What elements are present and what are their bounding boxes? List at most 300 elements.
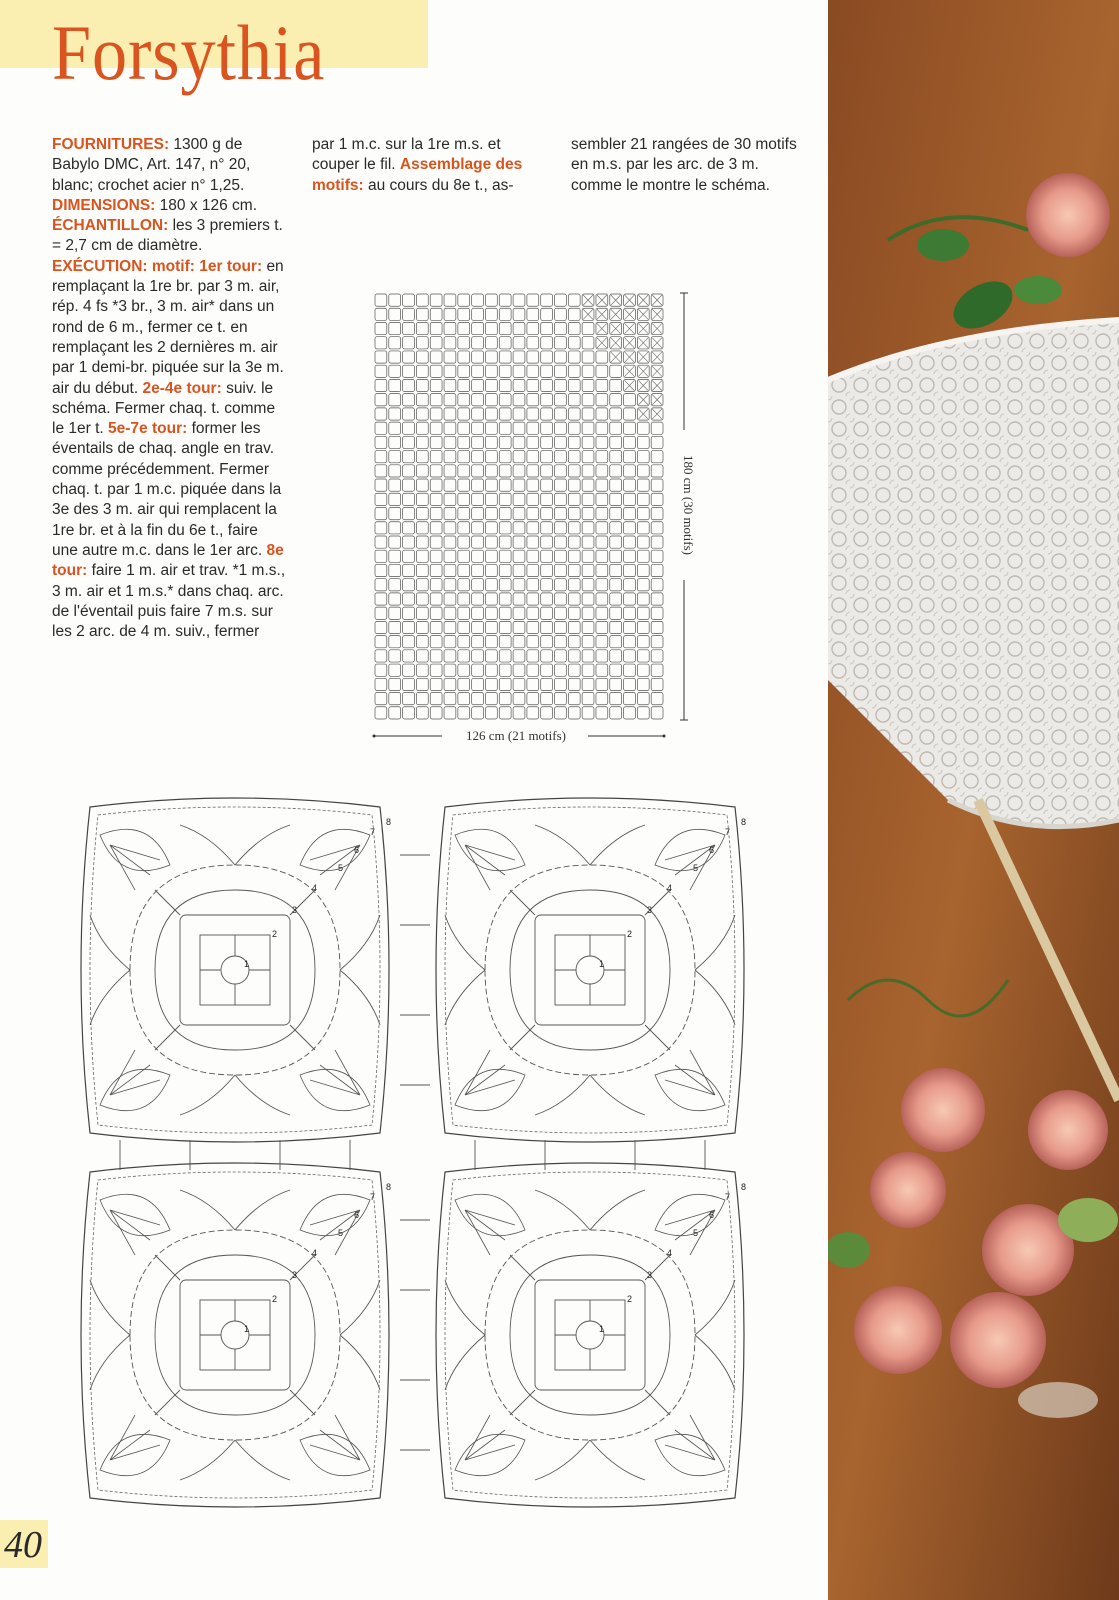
schema-cell [389,693,401,705]
schema-cell [568,522,580,534]
schema-cell [555,707,567,719]
schema-cell [499,322,511,334]
schema-cell [527,508,539,520]
schema-cell [499,451,511,463]
instruction-text: 1300 g de Babylo DMC, Art. 147, n° 20, blanc; crochet acier n° 1,25. [52,136,251,194]
schema-cell [416,493,428,505]
schema-cell [582,550,594,562]
schema-cell [389,493,401,505]
schema-grid [375,294,663,719]
schema-cell [444,564,456,576]
schema-cell [430,536,442,548]
schema-cell [555,621,567,633]
schema-cell [596,465,608,477]
schema-cell [472,408,484,420]
schema-cell [596,493,608,505]
schema-cell [582,322,594,334]
schema-cell [582,365,594,377]
schema-cell [527,294,539,306]
schema-cell [444,593,456,605]
schema-cell [513,636,525,648]
schema-cell-mark [583,309,593,319]
schema-cell [568,650,580,662]
schema-cell [555,322,567,334]
schema-cell [596,379,608,391]
schema-cell [499,351,511,363]
schema-cell [513,536,525,548]
schema-cell [541,664,553,676]
schema-cell [582,394,594,406]
schema-cell [485,436,497,448]
schema-cell [541,479,553,491]
schema-cell [527,607,539,619]
schema-cell [596,693,608,705]
schema-cell [555,550,567,562]
schema-cell-mark [638,323,648,333]
schema-cell [485,564,497,576]
schema-cell [596,479,608,491]
schema-cell [610,436,622,448]
schema-cell [582,678,594,690]
schema-cell [637,550,649,562]
schema-cell [458,593,470,605]
schema-cell [403,693,415,705]
schema-cell [610,678,622,690]
schema-cell [472,493,484,505]
schema-cell-mark [638,309,648,319]
schema-cell-mark [652,323,662,333]
schema-cell-mark [611,309,621,319]
schema-cell [499,693,511,705]
schema-cell [527,493,539,505]
schema-cell [403,550,415,562]
schema-cell [527,379,539,391]
schema-cell [610,493,622,505]
instruction-text: par 1 m.c. sur la 1re m.s. et couper le fil. [312,136,501,174]
schema-cell [375,465,387,477]
schema-cell [541,422,553,434]
schema-cell [403,337,415,349]
schema-cell [555,408,567,420]
schema-cell [444,678,456,690]
schema-cell [637,422,649,434]
schema-cell [596,707,608,719]
schema-cell [651,621,663,633]
schema-cell [499,294,511,306]
schema-cell [527,621,539,633]
schema-cell [403,621,415,633]
schema-cell [416,707,428,719]
schema-cell [403,707,415,719]
schema-cell [375,508,387,520]
schema-cell [596,579,608,591]
schema-cell [416,664,428,676]
schema-cell [624,436,636,448]
schema-cell [568,337,580,349]
schema-cell [513,479,525,491]
schema-cell [472,394,484,406]
schema-cell [389,522,401,534]
schema-cell [389,308,401,320]
schema-cell [430,436,442,448]
schema-cell [582,479,594,491]
schema-cell-mark [597,338,607,348]
schema-cell [513,337,525,349]
schema-cell [430,493,442,505]
schema-cell [541,607,553,619]
schema-cell [458,451,470,463]
schema-cell [430,678,442,690]
instructions-column-3 [571,135,803,196]
instruction-heading: DIMENSIONS: [52,196,156,214]
schema-cell [389,607,401,619]
schema-cell [624,607,636,619]
schema-cell [527,337,539,349]
schema-cell [485,379,497,391]
schema-cell [403,508,415,520]
schema-cell [458,408,470,420]
schema-cell [444,322,456,334]
schema-cell [472,607,484,619]
schema-cell [444,365,456,377]
schema-cell [444,536,456,548]
schema-cell [610,394,622,406]
schema-cell [624,422,636,434]
schema-cell [513,308,525,320]
schema-cell-mark [625,295,635,305]
schema-cell [568,322,580,334]
schema-cell [430,394,442,406]
schema-cell [485,678,497,690]
schema-cell [637,479,649,491]
schema-cell [375,522,387,534]
schema-cell [555,294,567,306]
schema-cell [444,607,456,619]
schema-cell [416,451,428,463]
schema-cell [527,322,539,334]
schema-cell [582,707,594,719]
schema-cell [458,479,470,491]
schema-cell [651,550,663,562]
instruction-text: au cours du 8e t., as- [367,176,514,194]
schema-cell [637,607,649,619]
schema-cell [513,621,525,633]
schema-cell [582,451,594,463]
schema-cell [555,564,567,576]
schema-cell [458,465,470,477]
schema-cell [527,408,539,420]
schema-cell [610,465,622,477]
instruction-heading: FOURNITURES: [52,136,170,153]
schema-cell [485,308,497,320]
schema-cell [513,678,525,690]
schema-cell [458,621,470,633]
schema-cell [430,351,442,363]
schema-cell [444,621,456,633]
schema-cell [651,436,663,448]
schema-cell [472,536,484,548]
schema-cell [472,508,484,520]
schema-cell [527,593,539,605]
schema-cell [499,707,511,719]
schema-cell [568,550,580,562]
schema-cell [444,422,456,434]
schema-cell [568,408,580,420]
schema-cell [637,579,649,591]
schema-cell [637,508,649,520]
schema-cell [389,294,401,306]
schema-cell [499,550,511,562]
schema-cell-mark [638,352,648,362]
schema-cell [485,636,497,648]
schema-cell [499,337,511,349]
schema-cell [555,607,567,619]
schema-cell [499,422,511,434]
schema-cell [624,664,636,676]
schema-cell [430,664,442,676]
schema-cell [458,564,470,576]
tablecloth-photo [828,0,1119,1600]
schema-cell [555,678,567,690]
schema-cell [596,650,608,662]
schema-cell-mark [652,366,662,376]
schema-cell [624,621,636,633]
schema-cell [541,636,553,648]
schema-cell [541,408,553,420]
schema-cell [624,451,636,463]
schema-cell [375,308,387,320]
schema-cell [541,493,553,505]
schema-cell [596,365,608,377]
schema-cell [499,664,511,676]
schema-cell [416,308,428,320]
schema-cell [458,422,470,434]
schema-cell [513,322,525,334]
schema-cell [513,465,525,477]
schema-cell [458,693,470,705]
schema-cell [472,294,484,306]
schema-cell [610,550,622,562]
schema-cell [610,707,622,719]
schema-cell [403,678,415,690]
schema-cell [582,621,594,633]
schema-cell [624,408,636,420]
height-dimension [680,293,696,720]
schema-cell [541,436,553,448]
schema-cell [389,550,401,562]
schema-cell [637,636,649,648]
schema-cell [637,678,649,690]
schema-cell [541,508,553,520]
schema-cell [596,451,608,463]
schema-cell [596,593,608,605]
schema-cell [513,394,525,406]
schema-cell [375,564,387,576]
schema-cell [555,422,567,434]
schema-cell [513,550,525,562]
schema-cell [596,394,608,406]
schema-cell [596,564,608,576]
schema-cell [541,337,553,349]
schema-cell [527,664,539,676]
schema-cell [389,408,401,420]
schema-cell [568,479,580,491]
schema-cell [444,707,456,719]
schema-cell [499,579,511,591]
schema-cell [389,564,401,576]
schema-cell [416,394,428,406]
schema-cell [472,636,484,648]
schema-cell [444,493,456,505]
schema-cell [568,636,580,648]
schema-cell [416,621,428,633]
schema-cell [403,436,415,448]
schema-cell [499,436,511,448]
schema-cell [389,436,401,448]
schema-cell [596,678,608,690]
schema-cell [541,522,553,534]
schema-cell [472,379,484,391]
schema-cell [403,394,415,406]
schema-cell [637,664,649,676]
schema-cell [596,436,608,448]
schema-cell [444,522,456,534]
schema-cell [375,707,387,719]
schema-cell [527,707,539,719]
schema-cell-mark [625,338,635,348]
schema-cell [472,451,484,463]
schema-cell [375,650,387,662]
schema-cell [624,394,636,406]
schema-cell [555,593,567,605]
schema-cell [472,664,484,676]
height-label: 180 cm (30 motifs) [681,454,696,556]
schema-cell [637,451,649,463]
schema-cell [568,294,580,306]
schema-cell [527,693,539,705]
schema-cell [389,636,401,648]
schema-cell [375,593,387,605]
schema-cell [513,664,525,676]
schema-cell [527,365,539,377]
schema-cell [582,664,594,676]
schema-cell [375,579,387,591]
schema-cell [389,579,401,591]
schema-cell [485,408,497,420]
schema-cell [416,636,428,648]
schema-cell [499,621,511,633]
schema-cell [513,693,525,705]
schema-cell [499,522,511,534]
schema-cell [651,664,663,676]
schema-cell [403,607,415,619]
schema-cell [485,607,497,619]
schema-cell [637,436,649,448]
schema-cell [389,465,401,477]
instruction-heading: 8e tour: [52,541,284,580]
schema-cell [596,607,608,619]
schema-cell [375,422,387,434]
schema-cell [472,422,484,434]
schema-cell [375,322,387,334]
schema-cell [651,707,663,719]
schema-cell [624,650,636,662]
schema-cell [375,365,387,377]
schema-cell [375,351,387,363]
schema-cell-mark [638,338,648,348]
schema-cell [610,479,622,491]
schema-cell [472,436,484,448]
schema-cell [568,422,580,434]
schema-cell [624,508,636,520]
schema-cell [458,678,470,690]
schema-cell [416,436,428,448]
schema-cell-mark [638,395,648,405]
schema-cell [444,379,456,391]
schema-cell [472,479,484,491]
schema-cell [596,422,608,434]
schema-cell [527,564,539,576]
schema-cell [416,693,428,705]
schema-cell [637,593,649,605]
schema-cell [596,508,608,520]
schema-cell [541,379,553,391]
schema-cell [389,379,401,391]
schema-cell [499,408,511,420]
schema-cell [403,664,415,676]
schema-cell [555,650,567,662]
schema-cell [582,422,594,434]
schema-cell [485,621,497,633]
schema-cell [416,579,428,591]
schema-cell [651,636,663,648]
schema-cell [596,522,608,534]
schema-cell [472,650,484,662]
schema-cell [430,322,442,334]
schema-cell [403,408,415,420]
schema-cell [430,579,442,591]
schema-cell [485,707,497,719]
schema-cell [416,365,428,377]
schema-cell [541,322,553,334]
schema-cell-mark [638,366,648,376]
schema-cell [499,308,511,320]
schema-cell [527,550,539,562]
schema-cell [651,564,663,576]
schema-cell [458,536,470,548]
schema-cell [568,365,580,377]
schema-cell [403,522,415,534]
motif-top-left [81,798,391,1142]
schema-cell [527,650,539,662]
schema-cell [651,493,663,505]
schema-cell [485,451,497,463]
schema-cell [610,621,622,633]
schema-cell [527,351,539,363]
schema-cell [624,479,636,491]
schema-cell [485,493,497,505]
schema-cell [651,693,663,705]
schema-cell [596,636,608,648]
schema-cell [582,579,594,591]
instruction-text: suiv. le schéma. Fermer chaq. t. comme le 1er t. [52,379,276,438]
schema-cell [499,365,511,377]
schema-cell [485,365,497,377]
schema-cell [637,536,649,548]
width-label: 126 cm (21 motifs) [465,728,567,743]
schema-cell [485,337,497,349]
schema-cell [555,493,567,505]
